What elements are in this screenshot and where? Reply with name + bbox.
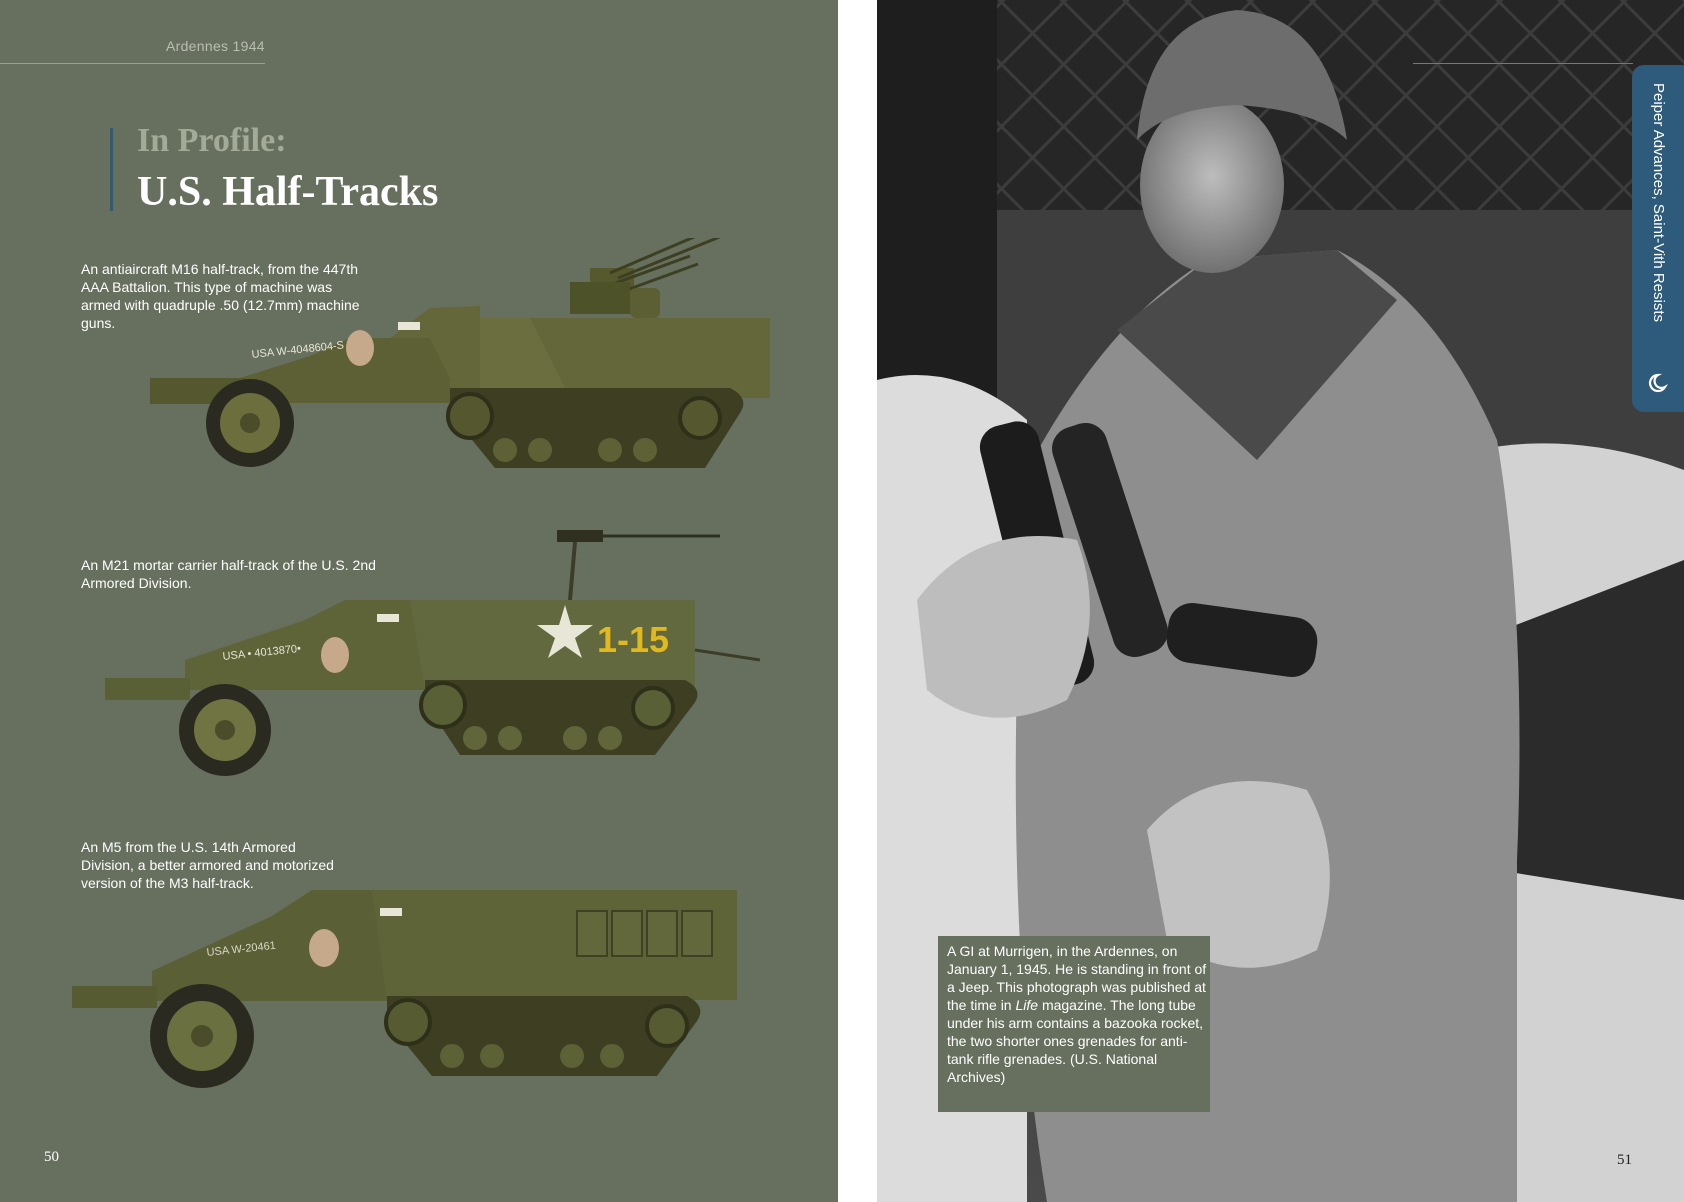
- running-head: Ardennes 1944: [166, 38, 265, 54]
- photo-caption-italic: Life: [1015, 997, 1039, 1013]
- m21-halftrack-illustration: [105, 530, 765, 790]
- m16-halftrack-illustration: [150, 238, 780, 508]
- jerrycan: [612, 911, 642, 956]
- jerrycan: [647, 911, 677, 956]
- left-page: [0, 0, 838, 1202]
- quad-machine-gun-mount: [570, 238, 722, 318]
- header-rule: [0, 63, 265, 64]
- caption-m5: An M5 from the U.S. 14th Armored Division, a better armored and motorized version of the M3 half-track.: [81, 839, 334, 891]
- m16-serial-marking: USA W-4048604-S: [251, 339, 345, 361]
- m5-serial-marking: USA W-20461: [206, 939, 277, 959]
- caption-m21: An M21 mortar carrier half-track of the U.S. 2nd Armored Division.: [81, 557, 376, 591]
- section-tab[interactable]: [1632, 65, 1684, 412]
- jerrycan: [577, 911, 607, 956]
- photo-caption: [938, 936, 1210, 1112]
- page-title: U.S. Half-Tracks: [137, 169, 439, 215]
- m21-unit-marking: 1-15: [597, 619, 670, 660]
- title-accent-bar: [110, 128, 113, 211]
- headlight-icon: [346, 330, 374, 366]
- photo-caption-text-end: magazine. The long tube under his arm contains a bazooka rocket, the two shorter ones grenades for anti-tank rifle grenades. (U.S. National Archives): [947, 997, 1204, 1085]
- photo-caption-text: A GI at Murrigen, in the Ardennes, on January 1, 1945. He is standing in front of a Jeep. This photograph was published at the time in: [947, 943, 1207, 1013]
- header-rule-right: [1413, 63, 1633, 64]
- page-gutter: [838, 0, 877, 1202]
- jerrycan: [682, 911, 712, 956]
- m21-serial-marking: USA • 4013870•: [222, 642, 302, 663]
- section-tab-label: Peiper Advances, Saint-Vith Resists: [1650, 83, 1667, 323]
- title-line-1: In Profile:: [137, 122, 287, 159]
- crescent-moon-icon: [1646, 371, 1670, 395]
- page-number-left: 50: [44, 1149, 59, 1165]
- m5-halftrack-illustration: [72, 856, 762, 1096]
- page-number-right: 51: [1617, 1152, 1632, 1168]
- caption-m16: An antiaircraft M16 half-track, from the 447th AAA Battalion. This type of machine was armed with quadruple .50 (12.7mm) machine guns.: [81, 261, 360, 331]
